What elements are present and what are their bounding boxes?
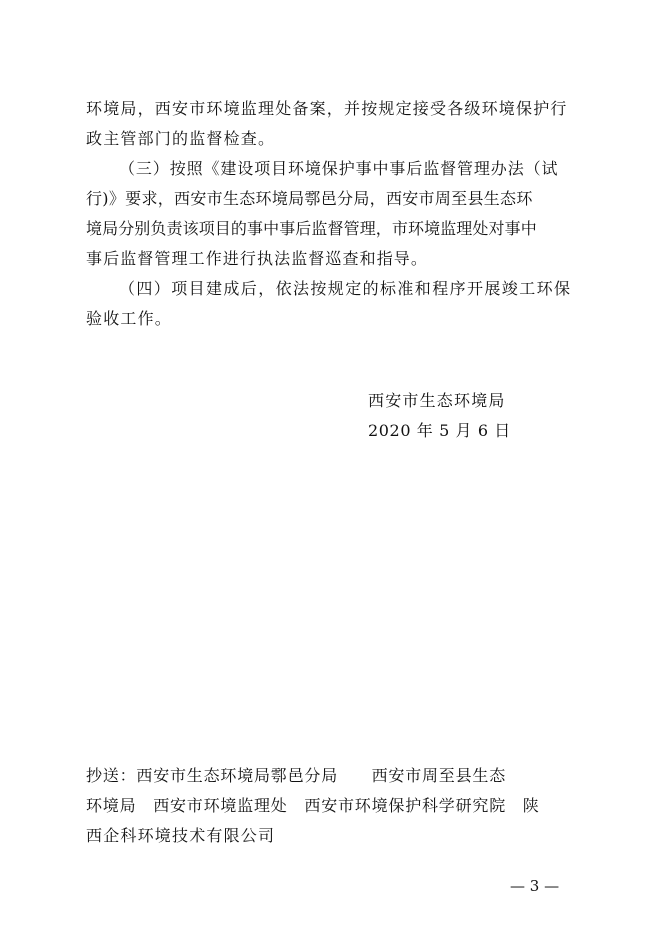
body-line-1: 环境局，西安市环境监理处备案，并按规定接受各级环境保护行 [86,99,568,118]
page-number: — 3 — [510,877,560,895]
body-line-6: 事后监督管理工作进行执法监督巡查和指导。 [86,249,429,268]
cc-line-1: 抄送：西安市生态环境局鄠邑分局 西安市周至县生态 [86,766,507,785]
body-line-5: 境局分别负责该项目的事中事后监督管理，市环境监理处对事中 [86,219,537,238]
signature-organization: 西安市生态环境局 [368,391,506,410]
signature-date: 2020 年 5 月 6 日 [368,421,511,440]
cc-line-2: 环境局 西安市环境监理处 西安市环境保护科学研究院 陕 [86,796,540,815]
body-line-3: （三）按照《建设项目环境保护事中事后监督管理办法（试 [119,159,559,178]
body-line-4: 行)》要求，西安市生态环境局鄠邑分局，西安市周至县生态环 [86,189,533,208]
body-line-2: 政主管部门的监督检查。 [86,129,276,148]
cc-line-3: 西企科环境技术有限公司 [86,826,276,845]
body-line-8: 验收工作。 [86,309,173,328]
body-line-7: （四）项目建成后，依法按规定的标准和程序开展竣工环保 [119,279,572,298]
